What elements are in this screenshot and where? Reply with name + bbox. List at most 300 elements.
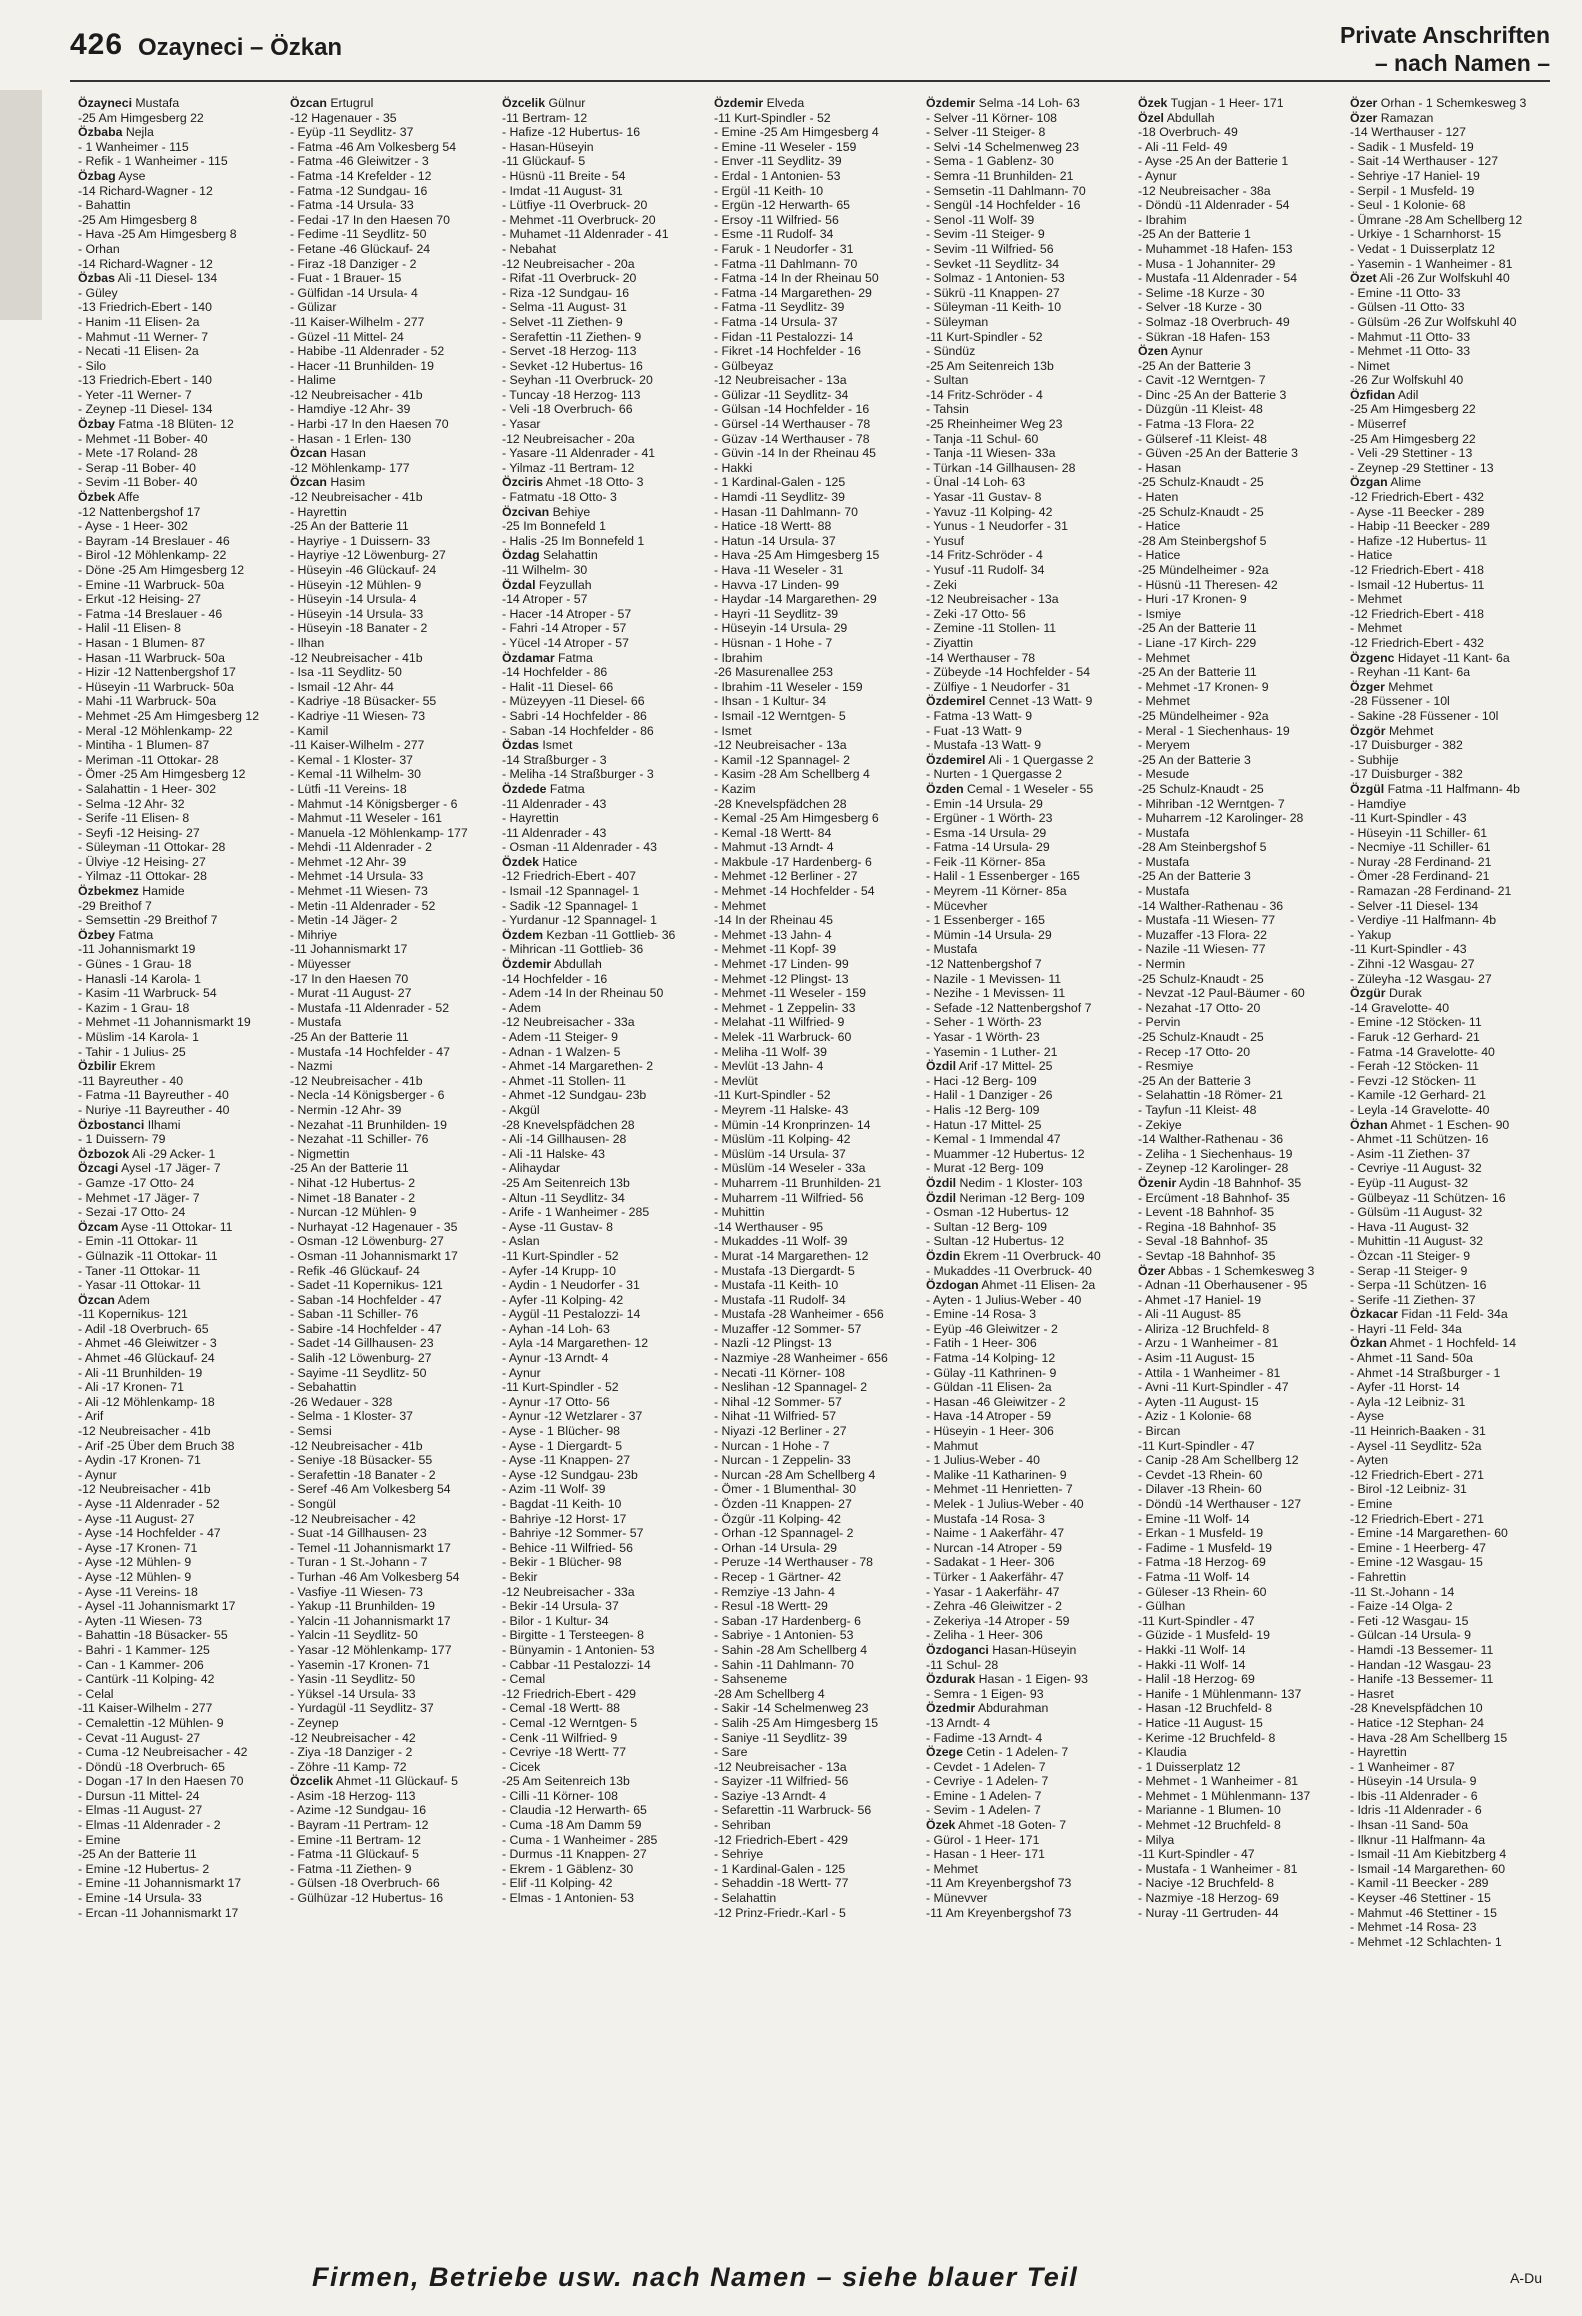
- directory-entry: [1350, 942, 1556, 957]
- entry-text: -25 Am Himgesberg 22: [1350, 402, 1476, 417]
- directory-entry: [502, 417, 708, 432]
- directory-entry: [290, 1351, 496, 1366]
- surname: Özedmir: [926, 1701, 976, 1716]
- entry-text: - Nazmiye -18 Herzog- 69: [1138, 1891, 1279, 1906]
- surname: Özbey: [78, 927, 115, 942]
- directory-entry: [290, 1424, 496, 1439]
- entry-text: -11 Johannismarkt 17: [290, 942, 408, 957]
- entry-text: - Ahmet -14 Straßburger - 1: [1350, 1365, 1501, 1380]
- entry-text: - Mehmet - 1 Mühlenmann- 137: [1138, 1788, 1311, 1803]
- directory-entry: [502, 1760, 708, 1775]
- entry-text: - Necmiye -11 Schiller- 61: [1350, 840, 1491, 855]
- entry-text: - Nazile - 1 Mevissen- 11: [926, 971, 1062, 986]
- directory-entry: [78, 373, 284, 388]
- directory-entry: [78, 242, 284, 257]
- directory-entry: [502, 607, 708, 622]
- directory-entry: [714, 607, 920, 622]
- directory-entry: [290, 1716, 496, 1731]
- directory-entry: [78, 869, 284, 884]
- entry-text: - Ayse - 1 Blücher- 98: [502, 1424, 621, 1439]
- entry-text: - Handan -12 Wasgau- 23: [1350, 1657, 1492, 1672]
- entry-text: - Serap -11 Bober- 40: [78, 460, 197, 475]
- directory-entry: [1138, 1876, 1344, 1891]
- entry-text: - Hüseyin -11 Warbruck- 50a: [78, 679, 234, 694]
- directory-entry: [714, 928, 920, 943]
- directory-entry: [714, 271, 920, 286]
- entry-text: - Cuma -12 Neubreisacher - 42: [78, 1745, 248, 1760]
- entry-text: Mehmet: [1384, 679, 1433, 694]
- entry-text: - Ahmet -14 Margarethen- 2: [502, 1059, 654, 1074]
- directory-entry: [502, 1585, 708, 1600]
- surname: Özbay: [78, 417, 115, 432]
- entry-text: - Feik -11 Körner- 85a: [926, 854, 1046, 869]
- directory-entry: [78, 1803, 284, 1818]
- directory-entry: [290, 1395, 496, 1410]
- entry-text: - Halit -11 Diesel- 66: [502, 679, 614, 694]
- directory-entry: [1350, 461, 1556, 476]
- directory-entry: [1350, 1818, 1556, 1833]
- directory-entry: [1138, 1395, 1344, 1410]
- entry-text: - Ayfer -11 Horst- 14: [1350, 1380, 1460, 1395]
- entry-text: - Levent -18 Bahnhof- 35: [1138, 1205, 1275, 1220]
- entry-text: -12 Friedrich-Ebert - 407: [502, 869, 636, 884]
- entry-text: - Seval -18 Bahnhof- 35: [1138, 1234, 1268, 1249]
- directory-entry: [290, 1891, 496, 1906]
- directory-entry: [1138, 154, 1344, 169]
- directory-entry: [1138, 446, 1344, 461]
- entry-text: -12 Neubreisacher - 20a: [502, 256, 635, 271]
- directory-entry: [926, 242, 1132, 257]
- directory-columns: [78, 96, 1558, 2246]
- entry-text: - Hava -14 Atroper - 59: [926, 1409, 1052, 1424]
- directory-entry: [926, 1862, 1132, 1877]
- entry-text: - Fuat -13 Watt- 9: [926, 723, 1022, 738]
- entry-text: - Ayse -11 August- 27: [78, 1511, 195, 1526]
- directory-entry: [78, 1366, 284, 1381]
- surname: Özcan: [78, 1292, 115, 1307]
- directory-entry: [1350, 1015, 1556, 1030]
- entry-text: - Bayram -14 Breslauer - 46: [78, 533, 230, 548]
- directory-entry: [502, 1088, 708, 1103]
- entry-text: - Ibrahim: [1138, 212, 1187, 227]
- entry-text: - Zekiye: [1138, 1117, 1182, 1132]
- directory-entry: [1350, 738, 1556, 753]
- entry-text: - Bünyamin - 1 Antonien- 53: [502, 1642, 655, 1657]
- directory-entry: [926, 1059, 1132, 1074]
- directory-entry: [502, 1731, 708, 1746]
- entry-text: -25 Rheinheimer Weg 23: [926, 417, 1063, 432]
- entry-text: - Sevket -12 Hubertus- 16: [502, 358, 643, 373]
- directory-entry: [714, 767, 920, 782]
- entry-text: - Aynur -12 Wetzlarer - 37: [502, 1409, 643, 1424]
- directory-entry: [502, 1380, 708, 1395]
- entry-text: - Milya: [1138, 1832, 1175, 1847]
- entry-text: Cennet -13 Watt- 9: [985, 694, 1093, 709]
- directory-entry: [926, 359, 1132, 374]
- directory-entry: [78, 1045, 284, 1060]
- directory-entry: [1138, 1118, 1344, 1133]
- directory-entry: [1350, 986, 1556, 1001]
- directory-entry: [502, 490, 708, 505]
- directory-entry: [714, 1658, 920, 1673]
- entry-text: -26 Zur Wolfskuhl 40: [1350, 373, 1464, 388]
- directory-entry: [502, 636, 708, 651]
- entry-text: - Ilknur -11 Halfmann- 4a: [1350, 1832, 1486, 1847]
- directory-entry: [78, 1482, 284, 1497]
- directory-entry: [502, 1351, 708, 1366]
- entry-text: - Hanim -11 Elisen- 2a: [78, 314, 200, 329]
- directory-entry: [1138, 1643, 1344, 1658]
- entry-text: - Emine -14 Rosa- 3: [926, 1307, 1037, 1322]
- directory-entry: [926, 607, 1132, 622]
- entry-text: - Serap -11 Steiger- 9: [1350, 1263, 1468, 1278]
- entry-text: - Yasemin -17 Kronen- 71: [290, 1657, 430, 1672]
- entry-text: - Gülbeyaz -11 Schützen- 16: [1350, 1190, 1506, 1205]
- directory-entry: [502, 767, 708, 782]
- directory-entry: [926, 1716, 1132, 1731]
- entry-text: - Refik - 1 Wanheimer - 115: [78, 154, 228, 169]
- entry-text: - Emine -11 Wolf- 14: [1138, 1511, 1250, 1526]
- entry-text: - Adem -14 In der Rheinau 50: [502, 986, 664, 1001]
- entry-text: - Bekir: [502, 1569, 538, 1584]
- entry-text: - Bekir -14 Ursula- 37: [502, 1599, 619, 1614]
- entry-text: - Canip -28 Am Schellberg 12: [1138, 1453, 1299, 1468]
- entry-text: - Sengül -14 Hochfelder - 16: [926, 198, 1081, 213]
- entry-text: - Fatma -14 Margarethen- 29: [714, 285, 872, 300]
- directory-entry: [290, 884, 496, 899]
- directory-entry: [1138, 359, 1344, 374]
- surname: Özciris: [502, 475, 544, 490]
- entry-text: - Ayse - 1 Heer- 302: [78, 519, 188, 534]
- entry-text: - Hüseyin -46 Glückauf- 24: [290, 563, 437, 577]
- directory-column: [290, 96, 496, 2246]
- directory-entry: [78, 548, 284, 563]
- directory-entry: [714, 1585, 920, 1600]
- directory-entry: [78, 519, 284, 534]
- entry-text: - Haydar -14 Margarethen- 29: [714, 592, 877, 607]
- directory-entry: [78, 1716, 284, 1731]
- entry-text: - Ülviye -12 Heising- 27: [78, 854, 206, 869]
- entry-text: - Bahriye -12 Horst- 17: [502, 1511, 627, 1526]
- entry-text: -17 Duisburger - 382: [1350, 767, 1463, 782]
- directory-entry: [78, 1891, 284, 1906]
- directory-entry: [502, 884, 708, 899]
- entry-text: - Habip -11 Beecker - 289: [1350, 519, 1490, 534]
- directory-entry: [1350, 1876, 1556, 1891]
- directory-entry: [1138, 738, 1344, 753]
- directory-entry: [290, 1322, 496, 1337]
- directory-entry: [714, 315, 920, 330]
- entry-text: -26 Wedauer - 328: [290, 1394, 393, 1409]
- entry-text: - Mehmet: [714, 898, 766, 913]
- entry-text: - Azime -12 Sundgau- 16: [290, 1803, 427, 1818]
- directory-entry: [1350, 519, 1556, 534]
- entry-text: -11 Kurt-Spindler - 52: [714, 1088, 831, 1103]
- entry-text: - Sadik -12 Spannagel- 1: [502, 898, 639, 913]
- directory-entry: [714, 519, 920, 534]
- entry-text: - Hava -25 Am Himgesberg 8: [78, 227, 237, 242]
- directory-entry: [926, 417, 1132, 432]
- directory-entry: [926, 1541, 1132, 1556]
- directory-entry: [1138, 1366, 1344, 1381]
- directory-entry: [290, 811, 496, 826]
- directory-entry: [926, 505, 1132, 520]
- directory-entry: [1138, 271, 1344, 286]
- directory-entry: [502, 957, 708, 972]
- surname: Özer: [1350, 96, 1378, 110]
- directory-entry: [290, 665, 496, 680]
- entry-text: - Güven -25 An der Batterie 3: [1138, 446, 1298, 461]
- directory-entry: [1138, 578, 1344, 593]
- directory-entry: [290, 1278, 496, 1293]
- entry-text: - Fatma -13 Watt- 9: [926, 708, 1033, 723]
- entry-text: - Hatice -12 Stephan- 24: [1350, 1715, 1484, 1730]
- directory-entry: [1350, 1220, 1556, 1235]
- directory-entry: [290, 1059, 496, 1074]
- entry-text: -14 Hochfelder - 16: [502, 971, 608, 986]
- directory-entry: [290, 198, 496, 213]
- entry-text: - Orhan: [78, 241, 120, 256]
- entry-text: - Muharrem -11 Brunhilden- 21: [714, 1175, 882, 1190]
- directory-entry: [502, 899, 708, 914]
- directory-entry: [714, 1628, 920, 1643]
- entry-text: - Hayriye - 1 Duissern- 33: [290, 533, 431, 548]
- entry-text: - Mehmet: [1350, 621, 1402, 636]
- entry-text: - Müserref: [1350, 417, 1407, 432]
- directory-entry: [714, 1059, 920, 1074]
- directory-entry: [78, 1118, 284, 1133]
- entry-text: -14 Gravelotte- 40: [1350, 1000, 1450, 1015]
- directory-entry: [1138, 563, 1344, 578]
- directory-entry: [1350, 1731, 1556, 1746]
- surname: Özer: [1138, 1263, 1166, 1278]
- directory-entry: [78, 461, 284, 476]
- directory-entry: [502, 986, 708, 1001]
- entry-text: - Halime: [290, 373, 336, 388]
- directory-entry: [290, 169, 496, 184]
- entry-text: - Bagdat -11 Keith- 10: [502, 1497, 622, 1511]
- directory-entry: [290, 315, 496, 330]
- entry-text: - Zehra -46 Gleiwitzer - 2: [926, 1599, 1062, 1614]
- directory-entry: [926, 869, 1132, 884]
- entry-text: - Ahmet -12 Sundgau- 23b: [502, 1088, 647, 1103]
- entry-text: Abbas - 1 Schemkesweg 3: [1165, 1263, 1315, 1278]
- entry-text: Tugjan - 1 Heer- 171: [1167, 96, 1284, 110]
- directory-entry: [1350, 169, 1556, 184]
- directory-entry: [290, 461, 496, 476]
- entry-text: - Türker - 1 Aakerfähr- 47: [926, 1569, 1064, 1584]
- entry-text: -12 Neubreisacher - 33a: [502, 1015, 635, 1030]
- entry-text: -25 Am Himgesberg 22: [1350, 431, 1476, 446]
- directory-entry: [1350, 432, 1556, 447]
- directory-entry: [290, 1161, 496, 1176]
- directory-entry: [926, 1512, 1132, 1527]
- directory-entry: [714, 1424, 920, 1439]
- directory-entry: [78, 1409, 284, 1424]
- entry-text: - Isa -11 Seydlitz- 50: [290, 665, 402, 680]
- directory-entry: [926, 1030, 1132, 1045]
- entry-text: - Nihat -11 Wilfried- 57: [714, 1409, 837, 1424]
- entry-text: -25 An der Batterie 11: [290, 1161, 409, 1176]
- directory-entry: [78, 942, 284, 957]
- directory-entry: [714, 621, 920, 636]
- directory-entry: [1138, 1191, 1344, 1206]
- directory-entry: [1138, 1409, 1344, 1424]
- entry-text: - Muzaffer -13 Flora- 22: [1138, 927, 1267, 942]
- directory-entry: [290, 738, 496, 753]
- entry-text: - Ayse: [1350, 1409, 1384, 1424]
- entry-text: -13 Friedrich-Ebert - 140: [78, 373, 212, 388]
- entry-text: - Aysel -11 Johannismarkt 17: [78, 1599, 236, 1614]
- entry-text: -11 Kopernikus- 121: [78, 1307, 188, 1322]
- entry-text: - Cavit -12 Werntgen- 7: [1138, 373, 1266, 388]
- entry-text: - Erdal - 1 Antonien- 53: [714, 168, 841, 183]
- directory-entry: [78, 1847, 284, 1862]
- directory-entry: [1350, 767, 1556, 782]
- directory-entry: [1138, 1731, 1344, 1746]
- directory-entry: [1350, 1424, 1556, 1439]
- directory-entry: [502, 811, 708, 826]
- directory-entry: [290, 1731, 496, 1746]
- entry-text: - Güzel -11 Mittel- 24: [290, 329, 404, 344]
- entry-text: - Döndü -11 Aldenrader - 54: [1138, 198, 1290, 213]
- directory-entry: [78, 1497, 284, 1512]
- entry-text: - Ali -11 Feld- 49: [1138, 139, 1228, 154]
- directory-entry: [290, 330, 496, 345]
- entry-text: - Kemal -25 Am Himgesberg 6: [714, 811, 879, 826]
- entry-text: - Gülbeyaz: [714, 358, 774, 373]
- entry-text: - Osman -11 Johannismarkt 17: [290, 1248, 458, 1263]
- entry-text: - Bayram -11 Pertram- 12: [290, 1818, 429, 1833]
- entry-text: - Zeki -17 Otto- 56: [926, 606, 1026, 621]
- entry-text: Mehmet: [1385, 723, 1434, 738]
- entry-text: -11 Kurt-Spindler - 52: [926, 329, 1043, 344]
- directory-entry: [1350, 1030, 1556, 1045]
- entry-text: - Nurcan -14 Atroper - 59: [926, 1540, 1063, 1555]
- entry-text: - Gülsen -11 Otto- 33: [1350, 300, 1465, 315]
- directory-entry: [502, 665, 708, 680]
- directory-entry: [290, 1818, 496, 1833]
- directory-entry: [714, 1818, 920, 1833]
- entry-text: - Fatma -13 Flora- 22: [1138, 417, 1255, 432]
- directory-entry: [1350, 475, 1556, 490]
- entry-text: - Ünal -14 Loh- 63: [926, 475, 1026, 490]
- entry-text: - Adnan - 1 Walzen- 5: [502, 1044, 621, 1059]
- directory-entry: [502, 1132, 708, 1147]
- directory-entry: [290, 300, 496, 315]
- entry-text: - Hamdi -11 Seydlitz- 39: [714, 490, 845, 505]
- directory-entry: [1350, 1088, 1556, 1103]
- directory-entry: [926, 184, 1132, 199]
- entry-text: -14 Atroper - 57: [502, 592, 588, 607]
- directory-entry: [502, 1541, 708, 1556]
- entry-text: - Remziye -13 Jahn- 4: [714, 1584, 835, 1599]
- directory-entry: [78, 227, 284, 242]
- surname: Özdek: [502, 854, 539, 869]
- directory-entry: [78, 1833, 284, 1848]
- directory-entry: [290, 1220, 496, 1235]
- entry-text: - Sultan -12 Berg- 109: [926, 1219, 1047, 1234]
- surname: Özenir: [1138, 1175, 1177, 1190]
- directory-entry: [714, 1439, 920, 1454]
- entry-text: - Mahmut -46 Stettiner - 15: [1350, 1905, 1497, 1920]
- entry-text: - Mukaddes -11 Wolf- 39: [714, 1234, 848, 1249]
- entry-text: - Suat -14 Gillhausen- 23: [290, 1526, 427, 1541]
- surname: Özbostanci: [78, 1117, 145, 1132]
- entry-text: - Mahmut -14 Königsberger - 6: [290, 796, 458, 811]
- entry-text: - Melek - 1 Julius-Weber - 40: [926, 1497, 1084, 1511]
- entry-text: - Mustafa: [1138, 884, 1190, 899]
- entry-text: - Fatma -11 Seydlitz- 39: [714, 300, 845, 315]
- directory-entry: [714, 884, 920, 899]
- directory-entry: [1138, 344, 1344, 359]
- entry-text: - Zöhre -11 Kamp- 72: [290, 1759, 407, 1774]
- entry-text: - Bekir - 1 Blücher- 98: [502, 1555, 622, 1570]
- directory-entry: [926, 1015, 1132, 1030]
- directory-entry: [1138, 972, 1344, 987]
- entry-text: - Sehaddin -18 Wertt- 77: [714, 1876, 849, 1891]
- entry-text: - Faize -14 Olga- 2: [1350, 1599, 1453, 1614]
- entry-text: - Firaz -18 Danziger - 2: [290, 256, 417, 271]
- entry-text: - Ismet: [714, 723, 752, 738]
- directory-entry: [78, 1468, 284, 1483]
- directory-entry: [926, 519, 1132, 534]
- directory-entry: [926, 1409, 1132, 1424]
- directory-entry: [926, 709, 1132, 724]
- directory-entry: [1138, 1760, 1344, 1775]
- directory-entry: [714, 1322, 920, 1337]
- directory-entry: [502, 373, 708, 388]
- entry-text: - Ibis -11 Aldenrader - 6: [1350, 1788, 1478, 1803]
- directory-entry: [290, 855, 496, 870]
- directory-entry: [926, 1789, 1132, 1804]
- directory-entry: [926, 1701, 1132, 1716]
- entry-text: -25 An der Batterie 11: [290, 519, 409, 534]
- entry-text: - Ömer - 1 Blumenthal- 30: [714, 1482, 857, 1497]
- entry-text: - Aynur: [78, 1467, 117, 1482]
- entry-text: - Döndü -18 Overbruch- 65: [78, 1759, 225, 1774]
- directory-entry: [290, 1249, 496, 1264]
- entry-text: - Yasar -11 Ottokar- 11: [78, 1278, 201, 1293]
- entry-text: - Mehmet -11 Weseler - 159: [714, 986, 866, 1001]
- directory-entry: [714, 227, 920, 242]
- directory-entry: [78, 972, 284, 987]
- directory-entry: [926, 1380, 1132, 1395]
- entry-text: - 1 Kardinal-Galen - 125: [714, 1861, 846, 1876]
- directory-entry: [1350, 198, 1556, 213]
- directory-entry: [1138, 957, 1344, 972]
- entry-text: - Fatmatu -18 Otto- 3: [502, 490, 617, 505]
- entry-text: Affe: [114, 490, 140, 505]
- entry-text: - Nurcan -28 Am Schellberg 4: [714, 1467, 876, 1482]
- entry-text: - Hacer -14 Atroper - 57: [502, 606, 632, 621]
- directory-entry: [714, 1701, 920, 1716]
- entry-text: - Naime - 1 Aakerfähr- 47: [926, 1526, 1065, 1541]
- entry-text: - Alihaydar: [502, 1161, 561, 1176]
- entry-text: - Nezahat -11 Brunhilden- 19: [290, 1117, 447, 1132]
- entry-text: - Mehmet: [1138, 650, 1190, 665]
- entry-text: - Kamil -11 Beecker - 289: [1350, 1876, 1489, 1891]
- entry-text: - Emine -14 Margarethen- 60: [1350, 1526, 1508, 1541]
- entry-text: - Fatma -14 Ursula- 37: [714, 314, 838, 329]
- entry-text: - Emine -25 Am Himgesberg 4: [714, 125, 879, 140]
- directory-entry: [1138, 432, 1344, 447]
- directory-entry: [1138, 636, 1344, 651]
- directory-entry: [926, 490, 1132, 505]
- directory-entry: [926, 782, 1132, 797]
- surname: Özkacar: [1350, 1307, 1398, 1322]
- directory-entry: [290, 1599, 496, 1614]
